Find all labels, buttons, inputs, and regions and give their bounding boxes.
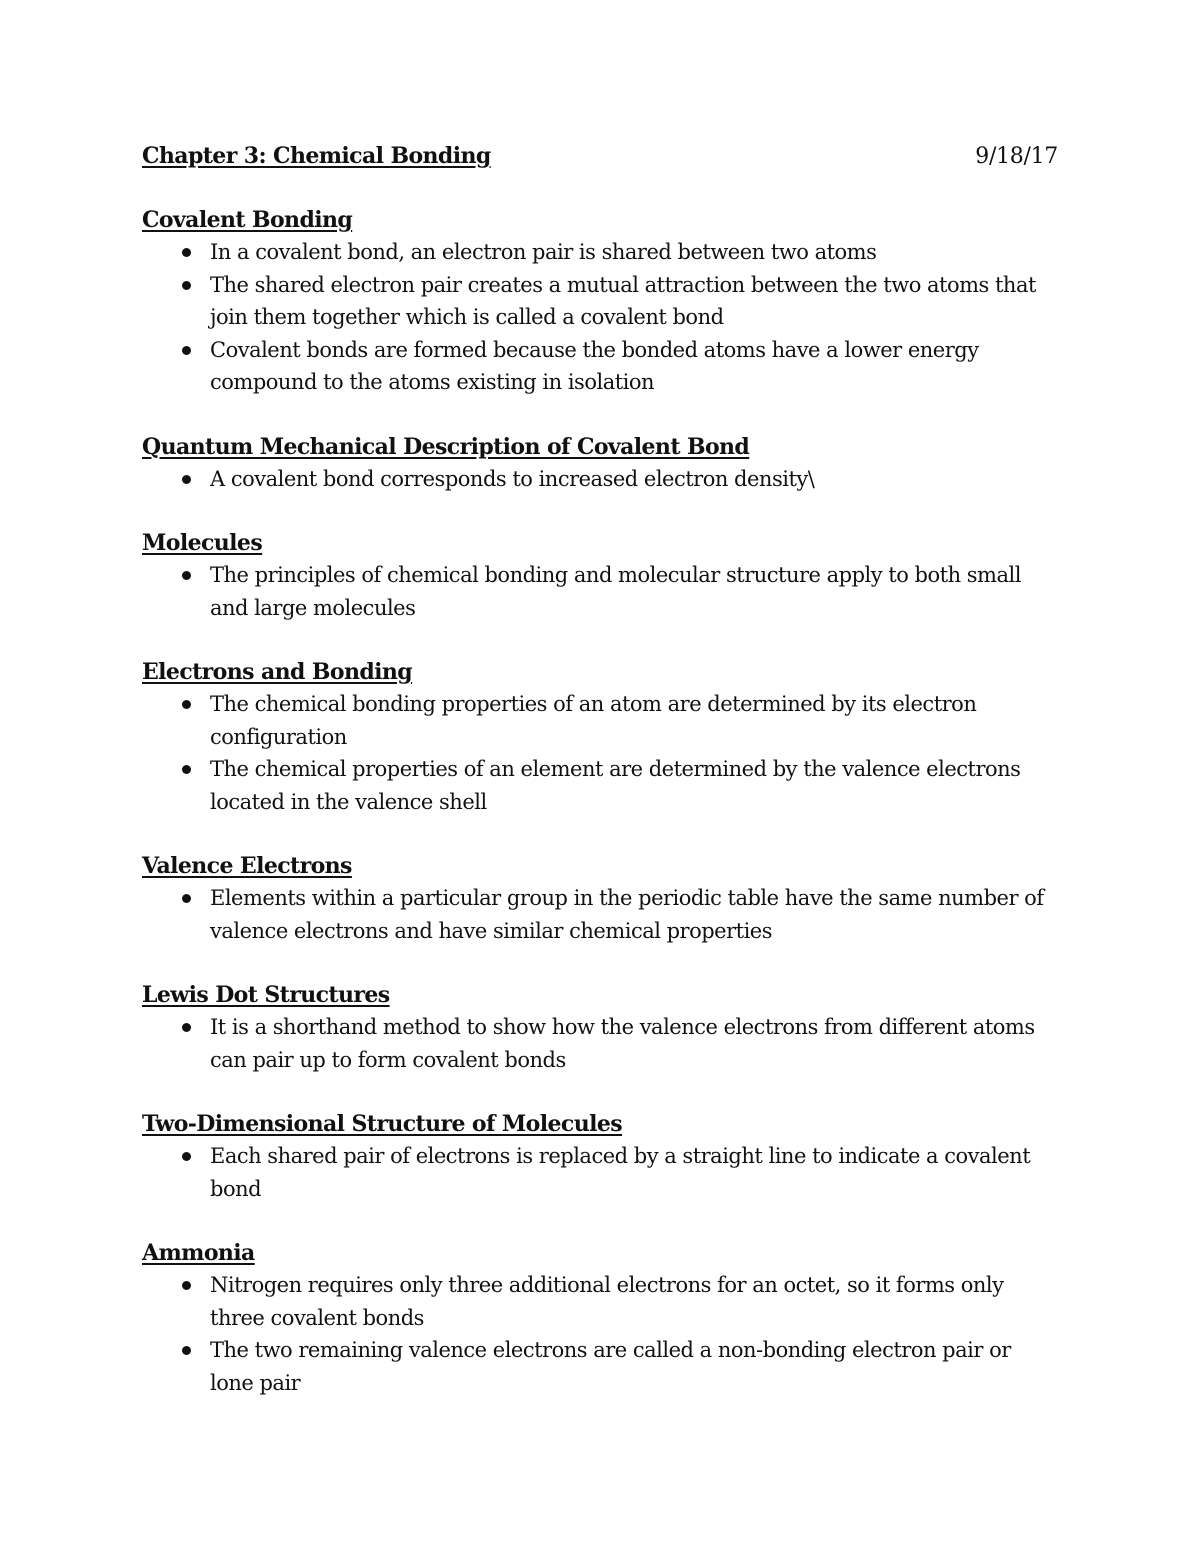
section-two-dimensional-structure xyxy=(142,1108,1058,1205)
bullet-text: The chemical properties of an element are determined by the valence electrons located in the valence shell xyxy=(210,757,1021,814)
bullet-dot-icon xyxy=(182,894,191,903)
bullet-dot-icon xyxy=(182,248,191,257)
section-quantum-mechanical xyxy=(142,431,1058,496)
document-title: Chapter 3: Chemical Bonding xyxy=(142,143,491,169)
bullet-item xyxy=(142,559,1058,624)
bullet-list xyxy=(142,688,1058,818)
bullet-dot-icon xyxy=(182,475,191,484)
bullet-text: The shared electron pair creates a mutual attraction between the two atoms that join them together which is called a covalent bond xyxy=(210,272,1036,329)
section-covalent-bonding xyxy=(142,204,1058,399)
bullet-dot-icon xyxy=(182,1281,191,1290)
bullet-list xyxy=(142,463,1058,496)
bullet-list xyxy=(142,1140,1058,1205)
bullet-item xyxy=(142,1334,1058,1399)
bullet-dot-icon xyxy=(182,1023,191,1032)
section-heading: Ammonia xyxy=(142,1240,255,1266)
bullet-dot-icon xyxy=(182,571,191,580)
section-lewis-dot-structures xyxy=(142,979,1058,1076)
bullet-item xyxy=(142,236,1058,269)
bullet-list xyxy=(142,559,1058,624)
bullet-text: It is a shorthand method to show how the valence electrons from different atoms can pair up to form covalent bonds xyxy=(210,1015,1035,1072)
bullet-text: Covalent bonds are formed because the bonded atoms have a lower energy compound to the atoms existing in isolation xyxy=(210,337,979,394)
bullet-item xyxy=(142,463,1058,496)
bullet-item xyxy=(142,882,1058,947)
bullet-item xyxy=(142,753,1058,818)
bullet-item xyxy=(142,688,1058,753)
bullet-text: The principles of chemical bonding and molecular structure apply to both small and large molecules xyxy=(210,563,1021,620)
bullet-item xyxy=(142,1140,1058,1205)
bullet-item xyxy=(142,1269,1058,1334)
bullet-text: The chemical bonding properties of an atom are determined by its electron configuration xyxy=(210,692,977,749)
bullet-list xyxy=(142,236,1058,399)
bullet-dot-icon xyxy=(182,700,191,709)
bullet-text: The two remaining valence electrons are called a non-bonding electron pair or lone pair xyxy=(210,1338,1011,1395)
bullet-item xyxy=(142,269,1058,334)
bullet-dot-icon xyxy=(182,346,191,355)
section-heading: Electrons and Bonding xyxy=(142,659,413,685)
section-heading: Covalent Bonding xyxy=(142,207,353,233)
bullet-list xyxy=(142,1269,1058,1399)
bullet-list xyxy=(142,882,1058,947)
bullet-text: Each shared pair of electrons is replaced by a straight line to indicate a covalent bond xyxy=(210,1144,1031,1201)
section-electrons-and-bonding xyxy=(142,656,1058,818)
bullet-dot-icon xyxy=(182,765,191,774)
bullet-text: Elements within a particular group in the periodic table have the same number of valence electrons and have similar chemical properties xyxy=(210,886,1044,943)
bullet-text: In a covalent bond, an electron pair is shared between two atoms xyxy=(210,240,877,264)
document-date: 9/18/17 xyxy=(975,144,1058,169)
section-heading: Lewis Dot Structures xyxy=(142,982,390,1008)
bullet-item xyxy=(142,334,1058,399)
title-row xyxy=(142,140,1058,174)
section-heading: Quantum Mechanical Description of Covalent Bond xyxy=(142,433,750,460)
section-valence-electrons xyxy=(142,850,1058,947)
bullet-list xyxy=(142,1011,1058,1076)
section-ammonia xyxy=(142,1237,1058,1399)
bullet-dot-icon xyxy=(182,1346,191,1355)
document-page xyxy=(142,140,1058,1431)
section-heading: Two-Dimensional Structure of Molecules xyxy=(142,1111,623,1137)
bullet-text: Nitrogen requires only three additional electrons for an octet, so it forms only three covalent bonds xyxy=(210,1273,1004,1330)
bullet-dot-icon xyxy=(182,281,191,290)
section-heading: Molecules xyxy=(142,530,263,556)
bullet-item xyxy=(142,1011,1058,1076)
section-molecules xyxy=(142,527,1058,624)
bullet-text: A covalent bond corresponds to increased electron density\ xyxy=(210,466,815,491)
section-heading: Valence Electrons xyxy=(142,853,352,879)
bullet-dot-icon xyxy=(182,1152,191,1161)
